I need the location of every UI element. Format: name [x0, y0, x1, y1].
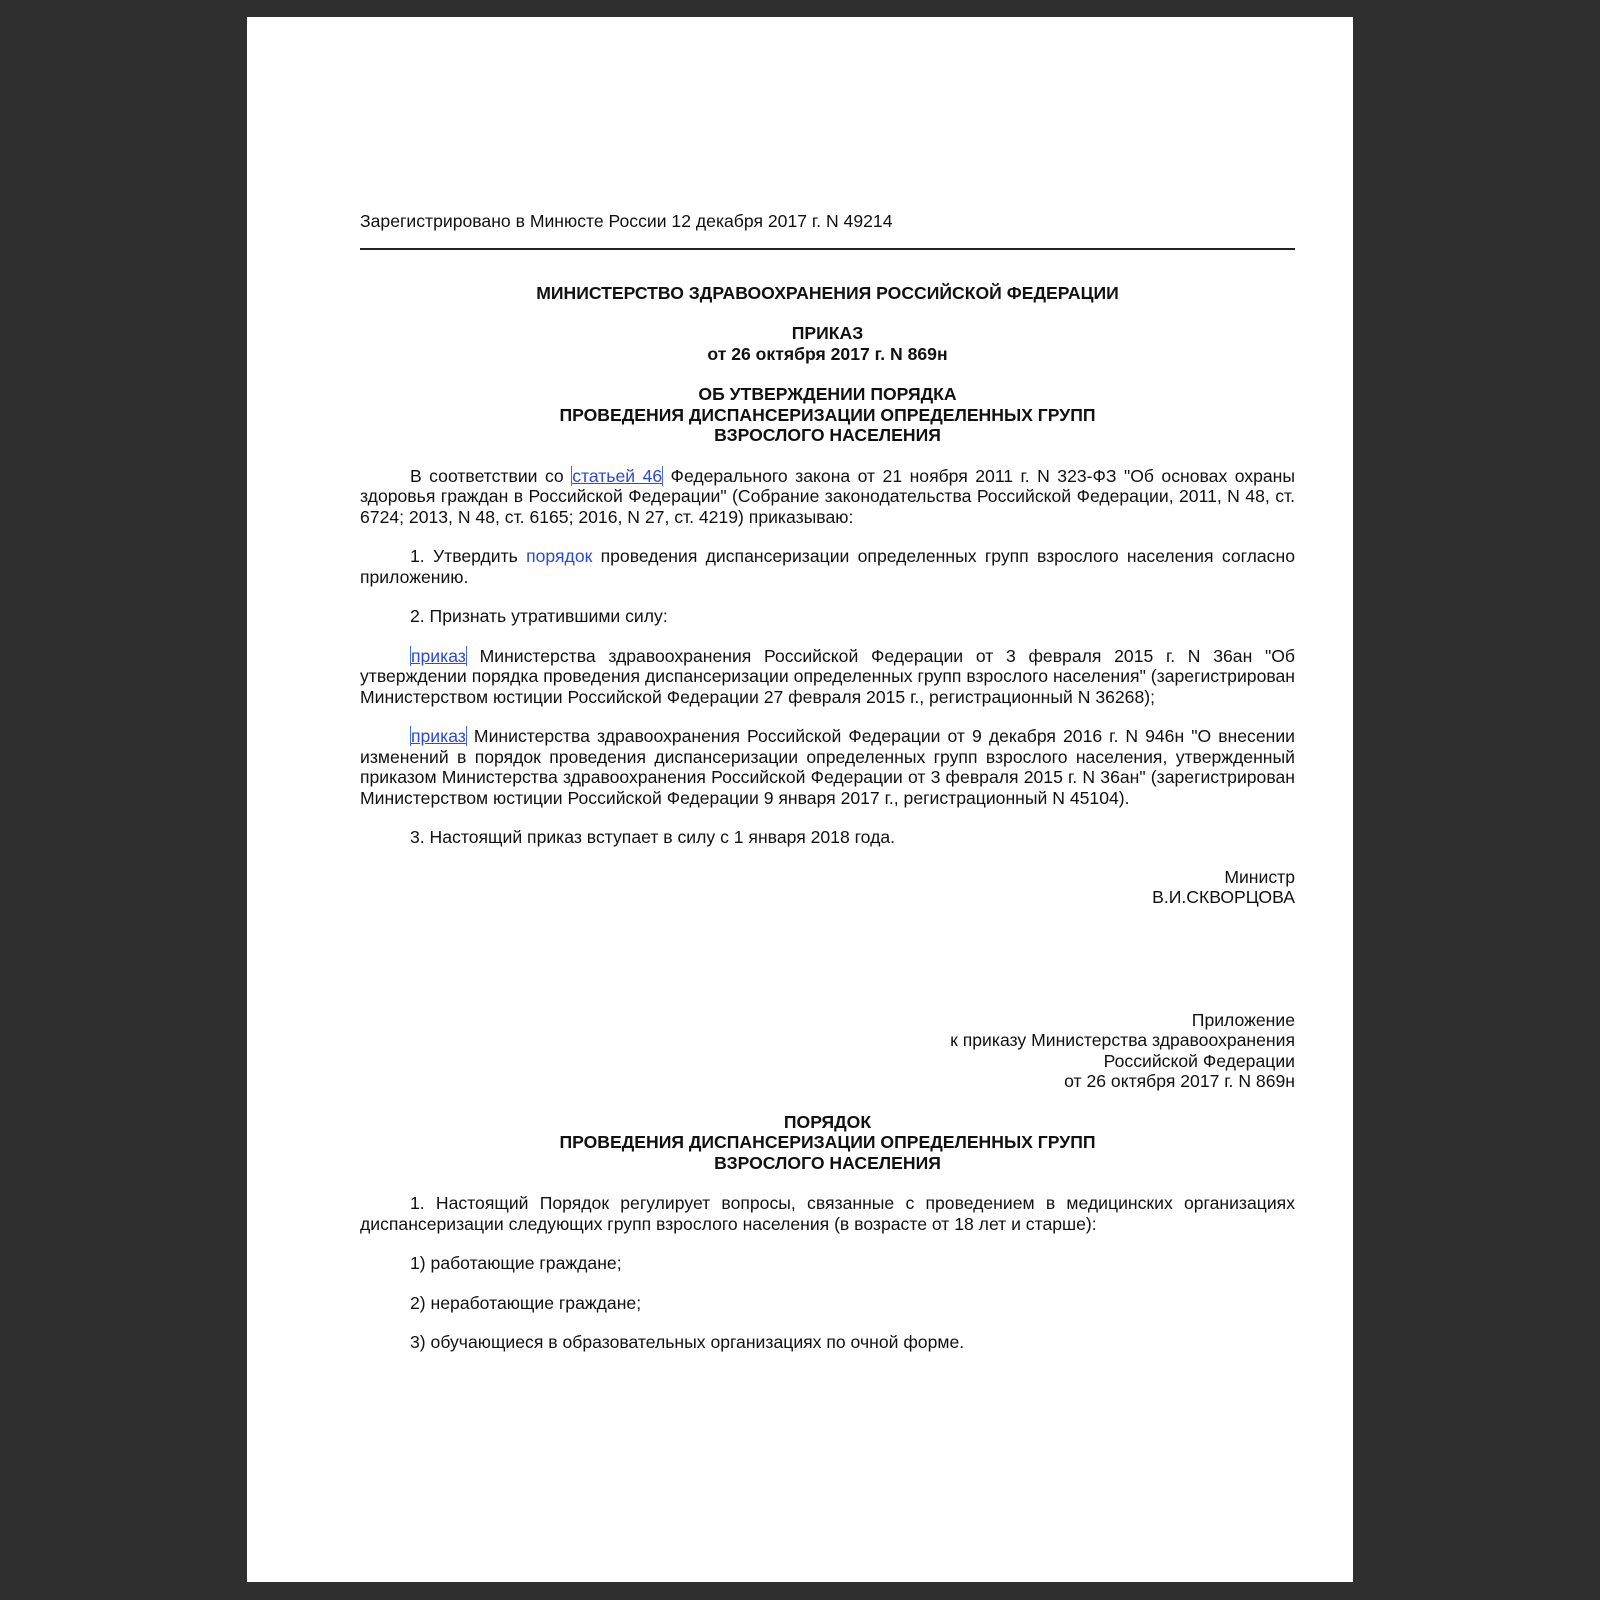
appendix-line: от 26 октября 2017 г. N 869н [1064, 1071, 1295, 1091]
appendix-line: Приложение [1191, 1009, 1295, 1030]
intro-text-after: Федерального закона от 21 ноября 2011 г. N 323-ФЗ "Об основах охраны здоровья граждан в Российской Федерации" (Собрание законодательства Российской Федерации, 2011, N 48, ст. 6724; 2013, N 48, ст. 6165; 2016, N 27, ст. 4219) приказываю: [360, 465, 1296, 527]
revoked-order-2 [360, 726, 1295, 808]
group-item: 1) работающие граждане; [410, 1253, 622, 1273]
procedure-title-line: ВЗРОСЛОГО НАСЕЛЕНИЯ [714, 1152, 941, 1173]
document-page [247, 17, 1353, 1582]
item-1-paragraph [360, 546, 1295, 587]
revoked-order-2-text: Министерства здравоохранения Российской Федерации от 9 декабря 2016 г. N 946н "О внесении изменений в порядок проведения диспансеризации определенных групп взрослого населения, утвержденный приказом Министерства здравоохранения Российской Федерации от 3 февраля 2015 г. N 36ан" (зарегистрирован Министерством юстиции Российской Федерации 9 января 2017 г., регистрационный N 45104). [360, 726, 1295, 808]
appendix-header [360, 1010, 1295, 1092]
order-title-line: ОБ УТВЕРЖДЕНИИ ПОРЯДКА [698, 384, 957, 404]
article-46-link[interactable]: статьей 46 [572, 465, 663, 486]
group-item: 3) обучающиеся в образовательных организациях по очной форме. [410, 1332, 965, 1352]
signer-name: В.И.СКВОРЦОВА [1152, 887, 1295, 907]
order-title-line: ПРОВЕДЕНИЯ ДИСПАНСЕРИЗАЦИИ ОПРЕДЕЛЕННЫХ ГРУПП [559, 404, 1096, 425]
revoked-order-1-link[interactable]: приказ [411, 645, 466, 666]
procedure-title-line: ПОРЯДОК [783, 1111, 872, 1132]
item-1-text-before: 1. Утвердить [410, 546, 527, 566]
ministry-heading: МИНИСТЕРСТВО ЗДРАВООХРАНЕНИЯ РОССИЙСКОЙ ФЕДЕРАЦИИ [536, 282, 1119, 303]
item-2-paragraph: 2. Признать утратившими силу: [410, 606, 668, 626]
appendix-line: к приказу Министерства здравоохранения [950, 1030, 1295, 1050]
procedure-title [360, 1112, 1295, 1174]
intro-text-before: В соответствии со [410, 465, 572, 486]
procedure-link[interactable]: порядок [526, 546, 593, 566]
signature-block [360, 867, 1295, 908]
revoked-order-1-text: Министерства здравоохранения Российской Федерации от 3 февраля 2015 г. N 36ан "Об утверждении порядка проведения диспансеризации определенных групп взрослого населения" (зарегистрирован Министерством юстиции Российской Федерации 27 февраля 2015 г., регистрационный N 36268); [360, 645, 1295, 707]
revoked-order-1 [360, 646, 1295, 708]
registration-note: Зарегистрировано в Минюсте России 12 декабря 2017 г. N 49214 [360, 211, 1295, 250]
item-1-text-after: проведения диспансеризации определенных групп взрослого населения согласно приложению. [360, 546, 1295, 587]
procedure-title-line: ПРОВЕДЕНИЯ ДИСПАНСЕРИЗАЦИИ ОПРЕДЕЛЕННЫХ ГРУПП [559, 1132, 1096, 1152]
order-date: от 26 октября 2017 г. N 869н [707, 343, 948, 364]
order-label: ПРИКАЗ [791, 323, 864, 343]
procedure-item-1: 1. Настоящий Порядок регулирует вопросы, связанные с проведением в медицинских организациях диспансеризации следующих групп взрослого населения (в возрасте от 18 лет и старше): [360, 1193, 1295, 1234]
item-3-paragraph: 3. Настоящий приказ вступает в силу с 1 января 2018 года. [410, 827, 896, 847]
order-title [360, 384, 1295, 446]
order-heading [360, 323, 1295, 364]
revoked-order-2-link[interactable]: приказ [411, 726, 466, 746]
signer-title: Министр [1224, 866, 1295, 887]
order-title-line: ВЗРОСЛОГО НАСЕЛЕНИЯ [714, 425, 941, 445]
appendix-line: Российской Федерации [1103, 1050, 1295, 1071]
intro-paragraph [360, 466, 1295, 528]
group-item: 2) неработающие граждане; [410, 1292, 642, 1313]
